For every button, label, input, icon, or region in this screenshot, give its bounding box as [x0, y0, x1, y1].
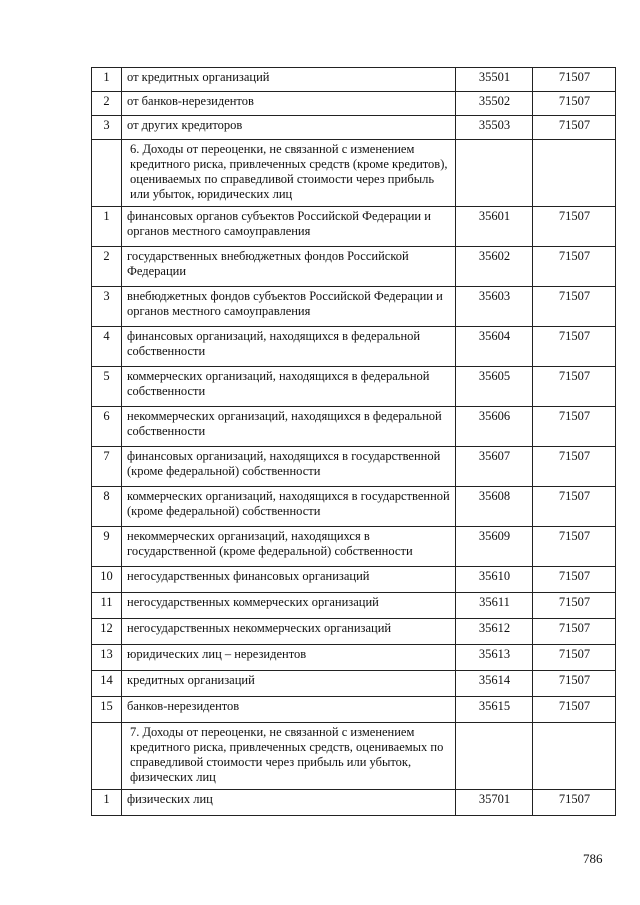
code-cell-1: 35608	[456, 487, 533, 527]
row-text-cell: кредитных организаций	[122, 671, 456, 697]
row-number-cell: 5	[92, 367, 122, 407]
code-cell-2: 71507	[533, 407, 616, 447]
table-row	[92, 671, 616, 697]
code-cell-2	[533, 723, 616, 790]
section-header-row	[92, 140, 616, 207]
code-cell-1: 35701	[456, 790, 533, 816]
code-cell-2: 71507	[533, 790, 616, 816]
row-number-cell: 11	[92, 593, 122, 619]
code-cell-2: 71507	[533, 671, 616, 697]
code-cell-2: 71507	[533, 645, 616, 671]
code-cell-2: 71507	[533, 593, 616, 619]
code-cell-1: 35612	[456, 619, 533, 645]
code-cell-1: 35501	[456, 68, 533, 92]
table-body	[92, 68, 616, 816]
row-number-cell: 8	[92, 487, 122, 527]
code-cell-1: 35614	[456, 671, 533, 697]
table-row	[92, 68, 616, 92]
table-row	[92, 367, 616, 407]
code-cell-1: 35602	[456, 247, 533, 287]
row-text-cell: коммерческих организаций, находящихся в государственной (кроме федеральной) собственности	[122, 487, 456, 527]
code-cell-1: 35605	[456, 367, 533, 407]
code-cell-2	[533, 140, 616, 207]
row-text-cell: некоммерческих организаций, находящихся в федеральной собственности	[122, 407, 456, 447]
code-cell-1: 35613	[456, 645, 533, 671]
code-cell-2: 71507	[533, 619, 616, 645]
code-cell-2: 71507	[533, 487, 616, 527]
table-row	[92, 790, 616, 816]
table-row	[92, 247, 616, 287]
row-number-cell: 2	[92, 92, 122, 116]
row-text-cell: финансовых организаций, находящихся в федеральной собственности	[122, 327, 456, 367]
row-number-cell: 9	[92, 527, 122, 567]
row-number-cell: 2	[92, 247, 122, 287]
row-number-cell: 1	[92, 68, 122, 92]
row-number-cell	[92, 723, 122, 790]
table-row	[92, 567, 616, 593]
page-number: 786	[583, 851, 603, 866]
row-text-cell: финансовых организаций, находящихся в государственной (кроме федеральной) собственности	[122, 447, 456, 487]
row-text-cell: финансовых органов субъектов Российской Федерации и органов местного самоуправления	[122, 207, 456, 247]
row-text-cell: от других кредиторов	[122, 116, 456, 140]
row-number-cell: 7	[92, 447, 122, 487]
code-cell-1	[456, 723, 533, 790]
code-cell-2: 71507	[533, 207, 616, 247]
row-number-cell: 1	[92, 790, 122, 816]
row-number-cell: 6	[92, 407, 122, 447]
table-row	[92, 92, 616, 116]
row-number-cell: 13	[92, 645, 122, 671]
row-number-cell	[92, 140, 122, 207]
code-cell-1: 35611	[456, 593, 533, 619]
code-cell-2: 71507	[533, 92, 616, 116]
table-row	[92, 447, 616, 487]
code-cell-2: 71507	[533, 527, 616, 567]
row-number-cell: 12	[92, 619, 122, 645]
row-text-cell: внебюджетных фондов субъектов Российской Федерации и органов местного самоуправления	[122, 287, 456, 327]
code-cell-2: 71507	[533, 567, 616, 593]
table-row	[92, 116, 616, 140]
row-text-cell: банков-нерезидентов	[122, 697, 456, 723]
code-cell-2: 71507	[533, 697, 616, 723]
row-number-cell: 3	[92, 287, 122, 327]
code-cell-2: 71507	[533, 247, 616, 287]
row-text-cell: коммерческих организаций, находящихся в федеральной собственности	[122, 367, 456, 407]
table-row	[92, 645, 616, 671]
code-cell-1: 35601	[456, 207, 533, 247]
code-cell-1: 35615	[456, 697, 533, 723]
row-text-cell: 7. Доходы от переоценки, не связанной с изменением кредитного риска, привлеченных средств, оцениваемых по справедливой стоимости через прибыль или убыток, физических лиц	[122, 723, 456, 790]
row-text-cell: негосударственных финансовых организаций	[122, 567, 456, 593]
table-row	[92, 327, 616, 367]
code-cell-1: 35607	[456, 447, 533, 487]
code-cell-1: 35606	[456, 407, 533, 447]
table-row	[92, 619, 616, 645]
row-number-cell: 4	[92, 327, 122, 367]
table-row	[92, 287, 616, 327]
code-cell-1: 35604	[456, 327, 533, 367]
code-cell-2: 71507	[533, 327, 616, 367]
row-text-cell: негосударственных некоммерческих организаций	[122, 619, 456, 645]
table-row	[92, 527, 616, 567]
code-cell-2: 71507	[533, 447, 616, 487]
code-cell-2: 71507	[533, 367, 616, 407]
code-cell-1: 35502	[456, 92, 533, 116]
code-cell-1: 35609	[456, 527, 533, 567]
row-text-cell: от банков-нерезидентов	[122, 92, 456, 116]
code-cell-1: 35503	[456, 116, 533, 140]
row-text-cell: негосударственных коммерческих организаций	[122, 593, 456, 619]
row-number-cell: 15	[92, 697, 122, 723]
code-cell-2: 71507	[533, 287, 616, 327]
table-row	[92, 697, 616, 723]
row-text-cell: физических лиц	[122, 790, 456, 816]
row-text-cell: государственных внебюджетных фондов Российской Федерации	[122, 247, 456, 287]
row-number-cell: 10	[92, 567, 122, 593]
row-text-cell: от кредитных организаций	[122, 68, 456, 92]
table-row	[92, 407, 616, 447]
row-text-cell: 6. Доходы от переоценки, не связанной с изменением кредитного риска, привлеченных средств (кроме кредитов), оцениваемых по справедливой стоимости через прибыль или убыток, юридических лиц	[122, 140, 456, 207]
accounts-table	[91, 67, 616, 816]
code-cell-1: 35610	[456, 567, 533, 593]
table-row	[92, 207, 616, 247]
row-text-cell: некоммерческих организаций, находящихся в государственной (кроме федеральной) собственности	[122, 527, 456, 567]
code-cell-2: 71507	[533, 68, 616, 92]
table-row	[92, 487, 616, 527]
code-cell-2: 71507	[533, 116, 616, 140]
code-cell-1: 35603	[456, 287, 533, 327]
table-row	[92, 593, 616, 619]
section-header-row	[92, 723, 616, 790]
row-number-cell: 14	[92, 671, 122, 697]
row-number-cell: 1	[92, 207, 122, 247]
row-number-cell: 3	[92, 116, 122, 140]
code-cell-1	[456, 140, 533, 207]
row-text-cell: юридических лиц – нерезидентов	[122, 645, 456, 671]
